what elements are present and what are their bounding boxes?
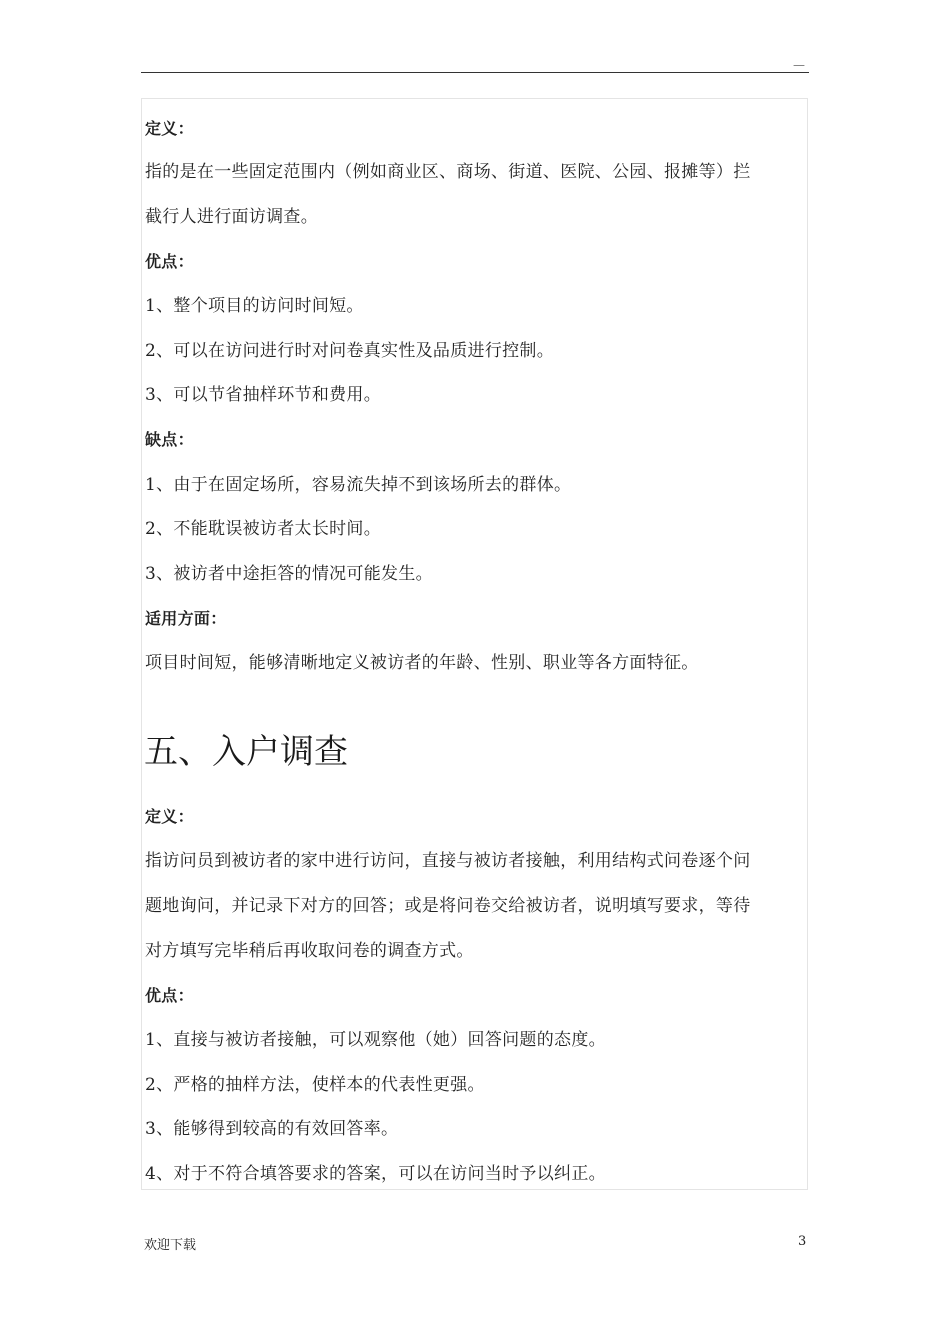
applicable-label: 适用方面： (145, 609, 227, 628)
header-rule (141, 72, 809, 73)
pros-item-2-4: 4、对于不符合填答要求的答案，可以在访问当时予以纠正。 (145, 1164, 606, 1184)
pros-item-3: 3、可以节省抽样环节和费用。 (145, 385, 382, 405)
pros-item-2-1: 1、直接与被访者接触，可以观察他（她）回答问题的态度。 (145, 1030, 606, 1050)
pros-item-2: 2、可以在访问进行时对问卷真实性及品质进行控制。 (145, 341, 555, 361)
pros-item-2-3: 3、能够得到较高的有效回答率。 (145, 1119, 399, 1139)
definition-line-2-2: 题地询问，并记录下对方的回答；或是将问卷交给被访者，说明填写要求，等待 (145, 896, 751, 916)
pros-item-1: 1、整个项目的访问时间短。 (145, 296, 364, 316)
cons-item-2: 2、不能耽误被访者太长时间。 (145, 519, 382, 539)
definition-line-2-1: 指访问员到被访者的家中进行访问，直接与被访者接触，利用结构式问卷逐个问 (145, 851, 751, 871)
cons-label: 缺点： (145, 430, 194, 449)
footer-text: 欢迎下载 (144, 1238, 197, 1253)
page-number: 3 (798, 1234, 807, 1249)
definition-line-2: 截行人进行面访调查。 (145, 207, 318, 227)
header-mark: — (793, 58, 805, 72)
definition-line-2-3: 对方填写完毕稍后再收取问卷的调查方式。 (145, 941, 474, 961)
definition-line-1: 指的是在一些固定范围内（例如商业区、商场、街道、医院、公园、报摊等）拦 (145, 162, 751, 182)
pros-label-2: 优点： (145, 986, 194, 1005)
content-box (141, 98, 808, 1190)
cons-item-1: 1、由于在固定场所，容易流失掉不到该场所去的群体。 (145, 475, 572, 495)
pros-item-2-2: 2、严格的抽样方法，使样本的代表性更强。 (145, 1075, 485, 1095)
definition-label-2: 定义： (145, 807, 194, 826)
applicable-line-1: 项目时间短，能够清晰地定义被访者的年龄、性别、职业等各方面特征。 (145, 653, 699, 673)
section-heading: 五、入户调查 (144, 732, 348, 772)
cons-item-3: 3、被访者中途拒答的情况可能发生。 (145, 564, 433, 584)
definition-label: 定义： (145, 119, 194, 138)
pros-label: 优点： (145, 252, 194, 271)
